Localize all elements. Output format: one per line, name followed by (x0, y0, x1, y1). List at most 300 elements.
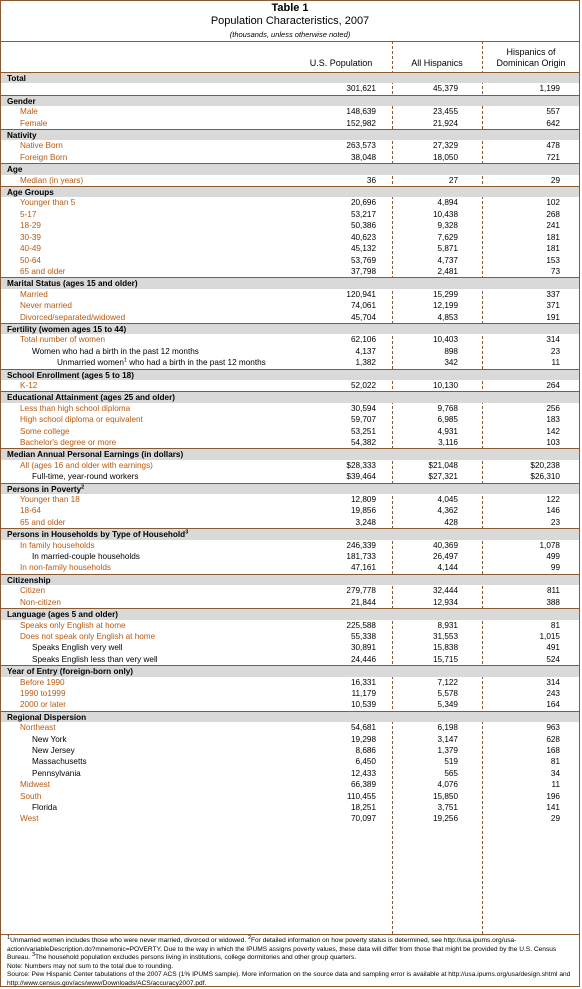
table-row (1, 505, 579, 516)
table-row (1, 722, 579, 733)
row-label (20, 232, 41, 243)
value-us-population: 53,769 (350, 255, 376, 265)
value-us-population: 37,798 (350, 266, 376, 276)
row-label-text: Pennsylvania (32, 768, 81, 778)
table-row (1, 460, 579, 471)
table-row (1, 734, 579, 745)
units-note: (thousands, unless otherwise noted) (229, 30, 351, 39)
row-label (20, 289, 48, 300)
value-all-hispanics: $27,321 (428, 472, 458, 482)
section-header-row (1, 186, 579, 197)
value-dominican-origin: 314 (546, 677, 560, 687)
table-row (1, 220, 579, 231)
value-dominican-origin: 1,078 (539, 540, 560, 550)
row-label (20, 688, 66, 699)
value-us-population: 225,588 (346, 620, 376, 630)
value-dominican-origin: 491 (546, 643, 560, 653)
value-us-population: 47,161 (350, 563, 376, 573)
value-dominican-origin: 141 (546, 803, 560, 812)
row-label (20, 197, 75, 208)
value-dominican-origin: 1,199 (539, 84, 560, 94)
row-label-text: Speaks only English at home (20, 620, 126, 630)
value-us-population: 36 (366, 175, 376, 185)
col-header-us: U.S. Population (309, 58, 373, 68)
value-dominican-origin: 34 (550, 768, 560, 778)
value-all-hispanics: 15,838 (432, 643, 458, 653)
row-label-text: Non-citizen (20, 597, 61, 607)
value-dominican-origin: 314 (546, 335, 560, 345)
value-dominican-origin: 81 (550, 757, 560, 767)
row-label (20, 414, 143, 425)
row-label-text: Total number of women (20, 335, 106, 345)
row-label-text: Women who had a birth in the past 12 months (32, 346, 199, 356)
row-label-text: Fertility (women ages 15 to 44) (7, 324, 127, 334)
footnote-3-marker: 3 (31, 951, 36, 958)
row-label (32, 346, 199, 357)
value-dominican-origin: 963 (546, 723, 560, 733)
table-row (1, 745, 579, 756)
row-label-text: Total (7, 74, 26, 83)
value-us-population: 52,022 (350, 380, 376, 390)
value-dominican-origin: 256 (546, 403, 560, 413)
rounding-note: Note: Numbers may not sum to the total due to rounding. (7, 962, 174, 970)
row-label-text: Gender (7, 96, 36, 106)
value-us-population: 40,623 (350, 232, 376, 242)
row-label (20, 505, 41, 516)
value-us-population: 66,389 (350, 780, 376, 790)
row-label-text: Never married (20, 301, 72, 311)
row-label (20, 517, 66, 528)
value-all-hispanics: 18,050 (432, 152, 458, 162)
row-label-text: Year of Entry (foreign-born only) (7, 667, 134, 677)
table-row (1, 232, 579, 243)
value-us-population: 181,733 (346, 552, 376, 562)
value-dominican-origin: 11 (551, 780, 560, 790)
value-all-hispanics: 4,853 (437, 312, 458, 322)
value-us-population: 279,778 (346, 586, 376, 596)
value-dominican-origin: 371 (546, 301, 560, 311)
footnote-1-marker: 1 (7, 934, 11, 941)
footnote-2: For detailed information on how poverty status is determined, see http://usa.ipums.org/usa-action/variableDescription.do?mnemonic=POVERTY. Due to the way in which the IPUMS assigns poverty values, these data will differ from those that might be provided by the U.S. Census Bureau. (7, 937, 557, 961)
value-us-population: 70,097 (350, 814, 376, 824)
value-dominican-origin: 196 (546, 791, 560, 801)
row-label (20, 791, 41, 802)
row-label-text: 18-29 (20, 221, 41, 231)
value-us-population: $39,464 (346, 472, 376, 482)
value-all-hispanics: 12,199 (432, 301, 458, 311)
footer-rule (1, 934, 579, 935)
value-us-population: 120,941 (346, 289, 376, 299)
value-us-population: 8,686 (355, 745, 376, 755)
row-label-text: Regional Dispersion (7, 712, 87, 722)
value-dominican-origin: 122 (546, 495, 560, 505)
table-row (1, 756, 579, 767)
value-all-hispanics: 4,076 (437, 780, 458, 790)
value-us-population: 152,982 (346, 118, 376, 128)
row-label (32, 756, 87, 767)
table-row (1, 551, 579, 562)
table-row (1, 152, 579, 163)
value-us-population: 24,446 (350, 654, 376, 664)
value-all-hispanics: 32,444 (432, 586, 458, 596)
value-dominican-origin: 811 (546, 586, 560, 596)
row-label (20, 118, 47, 129)
row-label-text: Male (20, 107, 38, 117)
row-label-text: Does not speak only English at home (20, 631, 156, 641)
table-row (1, 106, 579, 117)
value-dominican-origin: 181 (546, 244, 560, 254)
table-body (1, 72, 579, 825)
value-dominican-origin: $20,238 (530, 460, 560, 470)
value-us-population: 19,298 (350, 734, 376, 744)
value-all-hispanics: 4,362 (437, 506, 458, 516)
section-header-row (1, 277, 579, 288)
value-us-population: 263,573 (346, 141, 376, 151)
value-dominican-origin: 146 (546, 506, 560, 516)
col-header-hispanics: All Hispanics (411, 58, 463, 68)
value-dominican-origin: 264 (546, 380, 560, 390)
value-us-population: 45,704 (350, 312, 376, 322)
row-label-text: In family households (20, 540, 95, 550)
row-label (20, 220, 41, 231)
row-label-text: Younger than 5 (20, 198, 76, 208)
row-label (20, 631, 155, 642)
row-label (32, 654, 158, 665)
col-header-dominican-line2: Dominican Origin (496, 58, 566, 68)
value-us-population: 12,433 (350, 768, 376, 778)
row-label-text: Bachelor's degree or more (20, 438, 117, 447)
value-dominican-origin: 81 (550, 620, 560, 630)
row-label-text: Speaks English very well (32, 643, 123, 653)
value-all-hispanics: 15,850 (432, 791, 458, 801)
value-us-population: 11,179 (351, 688, 376, 698)
row-label-text: 1990 to1999 (20, 688, 66, 698)
value-all-hispanics: 15,299 (432, 289, 458, 299)
row-label-text: Before 1990 (20, 677, 65, 687)
value-all-hispanics: 519 (444, 757, 458, 767)
value-us-population: 38,048 (350, 152, 376, 162)
value-all-hispanics: 7,122 (437, 677, 458, 687)
row-label-text: Citizenship (7, 575, 51, 585)
row-label (32, 734, 67, 745)
value-us-population: 59,707 (350, 415, 376, 425)
table-row (1, 426, 579, 437)
value-us-population: 16,331 (350, 677, 376, 687)
value-us-population: 20,696 (350, 198, 376, 208)
row-label-text: Age (7, 165, 23, 175)
value-dominican-origin: 268 (546, 209, 560, 219)
value-all-hispanics: 15,715 (432, 654, 458, 664)
value-all-hispanics: 428 (444, 517, 458, 527)
value-all-hispanics: 23,455 (432, 107, 458, 117)
table-row (1, 631, 579, 642)
row-label (20, 403, 130, 414)
col-header-dominican (483, 47, 579, 69)
value-all-hispanics: 10,130 (432, 380, 458, 390)
row-label-text: Marital Status (ages 15 and older) (7, 279, 138, 289)
value-all-hispanics: 565 (444, 768, 458, 778)
value-all-hispanics: 342 (444, 358, 458, 368)
value-all-hispanics: 8,931 (437, 620, 458, 630)
row-label-text: Age Groups (7, 188, 54, 198)
table-row (1, 768, 579, 779)
value-dominican-origin: 29 (550, 175, 560, 185)
value-us-population: 246,339 (346, 540, 376, 550)
value-dominican-origin: 23 (550, 517, 560, 527)
value-us-population: 55,338 (350, 631, 376, 641)
value-all-hispanics: 26,497 (432, 552, 458, 562)
header-rule (1, 41, 579, 42)
value-dominican-origin: 183 (546, 415, 560, 425)
value-all-hispanics: 4,894 (437, 198, 458, 208)
row-label-text: Younger than 18 (20, 495, 80, 505)
row-label (20, 699, 66, 710)
value-all-hispanics: 45,379 (432, 84, 458, 94)
table-row (1, 414, 579, 425)
value-all-hispanics: 5,349 (437, 700, 458, 710)
row-label-text: 65 and older (20, 517, 66, 527)
row-label-text: Nativity (7, 131, 37, 141)
table-row (1, 334, 579, 345)
row-label (20, 540, 95, 551)
table-number: Table 1 (271, 2, 309, 14)
value-all-hispanics: 2,481 (437, 266, 458, 276)
row-label-text: All (ages 16 and older with earnings) (20, 460, 153, 470)
value-us-population: 74,061 (350, 301, 376, 311)
row-label-text: Educational Attainment (ages 25 and older) (7, 393, 176, 403)
value-dominican-origin: 642 (546, 118, 560, 128)
row-label-text: West (20, 814, 39, 824)
value-dominican-origin: 11 (551, 358, 560, 368)
value-us-population: $28,333 (346, 460, 376, 470)
table-row (1, 677, 579, 688)
row-label (32, 745, 75, 756)
value-dominican-origin: 164 (546, 700, 560, 710)
value-us-population: 148,639 (346, 107, 376, 117)
value-us-population: 19,856 (350, 506, 376, 516)
section-header-row (1, 574, 579, 585)
value-all-hispanics: 5,871 (437, 244, 458, 254)
value-all-hispanics: 3,116 (438, 438, 458, 447)
table-row (1, 243, 579, 254)
value-dominican-origin: 23 (550, 346, 560, 356)
value-us-population: 54,681 (350, 723, 376, 733)
row-label-text: Some college (20, 426, 70, 436)
value-dominican-origin: $26,310 (530, 472, 560, 482)
row-label-text: 40-49 (20, 244, 41, 254)
table-row (1, 654, 579, 665)
value-dominican-origin: 628 (546, 734, 560, 744)
section-header-row (1, 323, 579, 334)
row-label (20, 426, 70, 437)
value-us-population: 6,450 (355, 757, 376, 767)
row-label (32, 551, 140, 562)
col-header-dominican-line1: Hispanics of (506, 47, 556, 57)
table-row (1, 312, 579, 323)
footnote-1: Unmarried women includes those who were never married, divorced or widowed. (10, 937, 247, 944)
row-label-text: Female (20, 118, 48, 128)
table-row (1, 380, 579, 391)
row-label-text: Midwest (20, 780, 51, 790)
row-label-text: Citizen (20, 586, 46, 596)
section-header-row (1, 391, 579, 402)
value-all-hispanics: 898 (444, 346, 458, 356)
value-dominican-origin: 102 (546, 198, 560, 208)
table-row (1, 471, 579, 482)
row-label-text: Median Annual Personal Earnings (in dollars) (7, 450, 184, 460)
value-all-hispanics: 21,924 (432, 118, 458, 128)
table-row (1, 437, 579, 448)
value-us-population: 30,891 (350, 643, 376, 653)
table-title: Population Characteristics, 2007 (210, 15, 370, 27)
value-us-population: 10,539 (350, 700, 376, 710)
value-all-hispanics: 3,147 (437, 734, 458, 744)
row-label (20, 585, 45, 596)
section-header-row (1, 129, 579, 140)
section-header-row (1, 608, 579, 619)
table-row (1, 642, 579, 653)
value-all-hispanics: 4,737 (437, 255, 458, 265)
row-label-text: K-12 (20, 380, 38, 390)
row-label-text: In married-couple households (32, 552, 140, 562)
value-dominican-origin: 142 (546, 426, 560, 436)
value-us-population: 62,106 (350, 335, 376, 345)
value-all-hispanics: 1,379 (437, 745, 458, 755)
value-dominican-origin: 241 (546, 221, 560, 231)
value-dominican-origin: 103 (546, 438, 560, 447)
value-all-hispanics: 19,256 (432, 814, 458, 824)
table-row (1, 699, 579, 710)
row-label (20, 562, 111, 573)
table-row (1, 175, 579, 186)
row-label-text: 50-64 (20, 255, 41, 265)
section-header-row (1, 72, 579, 83)
row-label-text: Northeast (20, 723, 56, 733)
value-dominican-origin: 337 (546, 289, 560, 299)
table-row (1, 209, 579, 220)
table-row (1, 494, 579, 505)
table-row (1, 118, 579, 129)
table-row (1, 540, 579, 551)
table-row (1, 779, 579, 790)
row-label-text: Massachusetts (32, 757, 87, 767)
row-label-text: Speaks English less than very well (32, 654, 158, 664)
value-us-population: 50,386 (350, 221, 376, 231)
row-label (32, 471, 138, 482)
value-all-hispanics: 5,578 (437, 688, 458, 698)
row-label (32, 642, 123, 653)
table-row (1, 585, 579, 596)
row-label (20, 266, 66, 277)
value-us-population: 45,132 (350, 244, 376, 254)
table-row (1, 562, 579, 573)
table-row (1, 346, 579, 357)
row-label-text: Native Born (20, 141, 63, 151)
section-header-row (1, 528, 579, 539)
row-label-text: 5-17 (20, 209, 37, 219)
value-dominican-origin: 181 (546, 232, 560, 242)
value-dominican-origin: 243 (546, 688, 560, 698)
value-all-hispanics: 4,144 (437, 563, 458, 573)
value-dominican-origin: 388 (546, 597, 560, 607)
row-label (20, 380, 37, 391)
section-header-row (1, 665, 579, 676)
row-label-text: South (20, 791, 42, 801)
value-us-population: 53,251 (350, 426, 376, 436)
row-label-text: Language (ages 5 and older) (7, 610, 119, 620)
row-label (20, 813, 39, 824)
value-dominican-origin: 557 (546, 107, 560, 117)
table-row (1, 289, 579, 300)
row-label-text: Median (in years) (20, 175, 84, 185)
row-label (20, 620, 126, 631)
value-all-hispanics: 12,934 (432, 597, 458, 607)
value-us-population: 12,809 (350, 495, 376, 505)
row-label (20, 779, 50, 790)
table-row (1, 140, 579, 151)
value-all-hispanics: 9,328 (437, 221, 458, 231)
row-label (20, 140, 63, 151)
row-label-text: High school diploma or equivalent (20, 415, 143, 425)
row-label (20, 152, 67, 163)
value-us-population: 21,844 (350, 597, 376, 607)
footnote-marker: 2 (81, 483, 85, 490)
table-row (1, 266, 579, 277)
footnote-marker: 1 (123, 357, 127, 364)
value-all-hispanics: 3,751 (437, 803, 458, 812)
value-us-population: 53,217 (350, 209, 376, 219)
value-all-hispanics: 27,329 (432, 141, 458, 151)
footnote-1-2 (7, 934, 575, 963)
row-label-text: 30-39 (20, 232, 41, 242)
footnotes (7, 934, 575, 988)
row-label-text: Unmarried women (57, 358, 124, 368)
row-label-text: New Jersey (32, 745, 75, 755)
footnote-3: The household population excludes persons living in institutions, college dormitories and other group quarters. (35, 954, 357, 961)
table-row (1, 403, 579, 414)
row-label-text: In non-family households (20, 563, 112, 573)
value-us-population: 4,137 (355, 346, 376, 356)
value-all-hispanics: 6,985 (437, 415, 458, 425)
row-label (20, 494, 80, 505)
row-label (20, 300, 72, 311)
section-header-row (1, 163, 579, 174)
table-row (1, 620, 579, 631)
value-us-population: 1,382 (355, 358, 376, 368)
value-all-hispanics: 4,931 (437, 426, 458, 436)
row-label-text: Florida (32, 803, 58, 812)
table-row (1, 83, 579, 94)
row-label-text: Persons in Households by Type of Household (7, 530, 186, 540)
row-label (20, 597, 61, 608)
row-label (20, 243, 41, 254)
value-dominican-origin: 99 (550, 563, 560, 573)
row-label-text: Less than high school diploma (20, 403, 131, 413)
section-header-row (1, 369, 579, 380)
value-dominican-origin: 191 (546, 312, 560, 322)
value-dominican-origin: 1,015 (539, 631, 560, 641)
value-all-hispanics: 6,198 (437, 723, 458, 733)
row-label-text: Persons in Poverty (7, 484, 82, 494)
value-dominican-origin: 73 (550, 266, 560, 276)
table-row (1, 197, 579, 208)
row-label (20, 209, 36, 220)
section-header-row (1, 95, 579, 106)
value-all-hispanics: 31,553 (432, 631, 458, 641)
value-us-population: 30,594 (350, 403, 376, 413)
value-dominican-origin: 524 (546, 654, 560, 664)
row-label-text: New York (32, 734, 67, 744)
